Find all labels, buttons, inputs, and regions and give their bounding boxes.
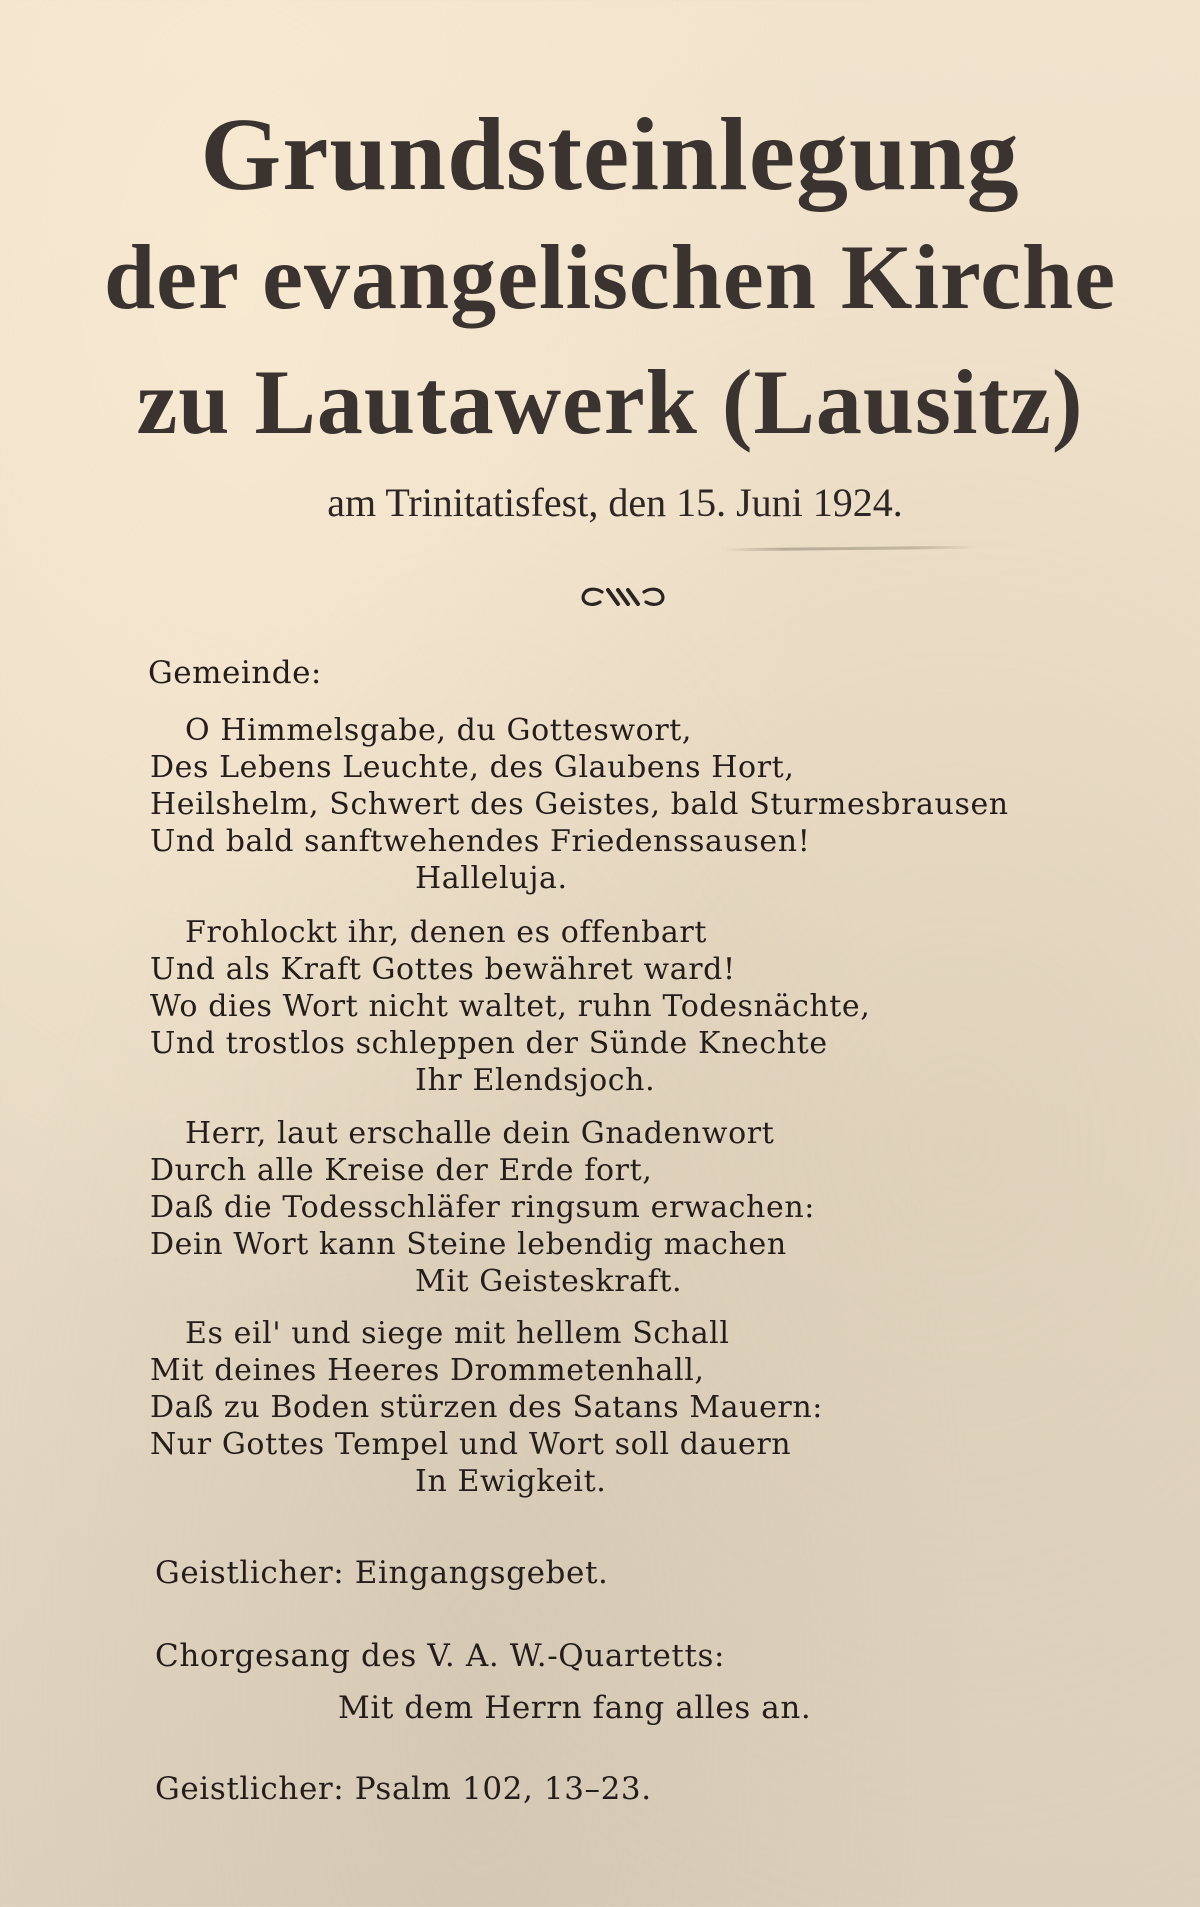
verse-line: Wo dies Wort nicht waltet, ruhn Todesnächte,	[150, 989, 871, 1024]
verse-refrain: Ihr Elendsjoch.	[415, 1063, 656, 1098]
verse-line: Es eil' und siege mit hellem Schall	[185, 1316, 730, 1351]
verse-line: Und als Kraft Gottes bewähret ward!	[150, 952, 736, 987]
verse-line: Daß zu Boden stürzen des Satans Mauern:	[150, 1390, 823, 1425]
hymn-verse-3	[150, 1115, 1100, 1300]
hymn-verse-1	[150, 712, 1100, 897]
title-line-2: der evangelischen Kirche	[103, 226, 1117, 328]
verse-refrain: In Ewigkeit.	[415, 1464, 607, 1499]
verse-line: Nur Gottes Tempel und Wort soll dauern	[150, 1427, 792, 1462]
program-item-psalm-reading: Geistlicher: Psalm 102, 13–23.	[155, 1771, 652, 1807]
section-label-gemeinde: Gemeinde:	[148, 655, 322, 691]
verse-line: Mit deines Heeres Drommetenhall,	[150, 1353, 705, 1388]
title-line-1: Grundsteinlegung	[200, 97, 1020, 212]
verse-line: Herr, laut erschalle dein Gnadenwort	[185, 1116, 775, 1151]
flourish-ornament-icon	[578, 582, 668, 610]
verse-line-text: Heilshelm, Schwert des Geistes, bald Sturmesbrausen	[150, 787, 1009, 822]
verse-line: Und trostlos schleppen der Sünde Knechte	[150, 1026, 828, 1061]
hymn-verse-4	[150, 1315, 1100, 1500]
verse-refrain: Halleluja.	[415, 861, 568, 896]
verse-line: Und bald sanftwehendes Friedenssausen!	[150, 824, 811, 859]
verse-line: O Himmelsgabe, du Gotteswort,	[185, 713, 693, 748]
title-line-3: zu Lautawerk (Lausitz)	[136, 351, 1084, 453]
verse-line: Des Lebens Leuchte, des Glaubens Hort,	[150, 750, 795, 785]
verse-refrain: Mit Geisteskraft.	[415, 1264, 683, 1299]
pencil-mark	[720, 546, 980, 552]
verse-line: Dein Wort kann Steine lebendig machen	[150, 1227, 787, 1262]
verse-line: Daß die Todesschläfer ringsum erwachen:	[150, 1190, 815, 1225]
program-item-opening-prayer: Geistlicher: Eingangsgebet.	[155, 1555, 609, 1591]
program-item-choir-song-title: Mit dem Herrn fang alles an.	[338, 1690, 812, 1726]
verse-line	[150, 786, 1085, 823]
hymn-verse-2	[150, 914, 1100, 1099]
verse-line: Durch alle Kreise der Erde fort,	[150, 1153, 653, 1188]
date-subtitle: am Trinitatisfest, den 15. Juni 1924.	[327, 480, 903, 525]
verse-line: Frohlockt ihr, denen es offenbart	[185, 915, 708, 950]
program-item-choir: Chorgesang des V. A. W.-Quartetts:	[155, 1638, 726, 1674]
